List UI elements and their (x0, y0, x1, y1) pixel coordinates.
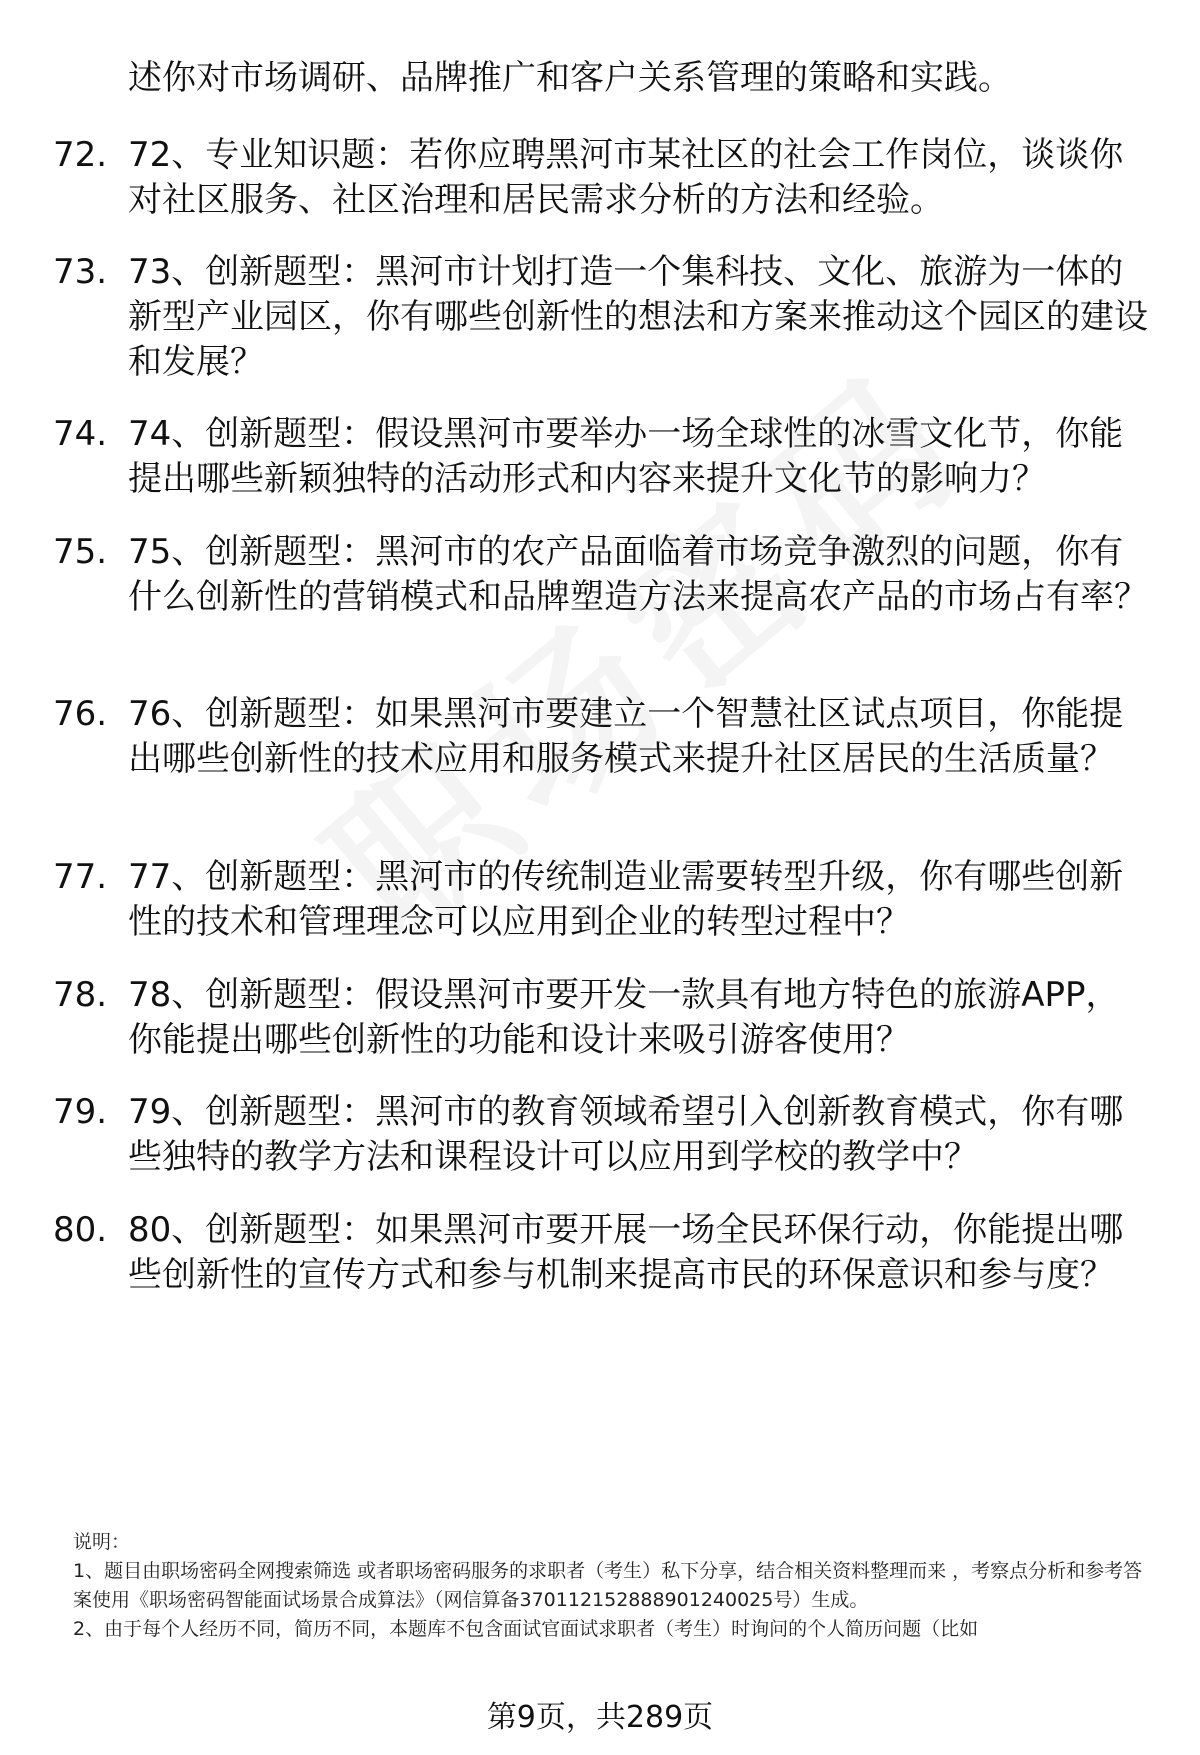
question-number: 76. (53, 694, 108, 734)
question-number: 75. (53, 532, 108, 572)
question-number: 74. (53, 414, 108, 454)
question-text: 80、创新题型：如果黑河市要开展一场全民环保行动，你能提出哪些创新性的宣传方式和参与机制来提高市民的环保意识和参与度？ (128, 1210, 1124, 1295)
question-text: 75、创新题型：黑河市的农产品面临着市场竞争激烈的问题，你有什么创新性的营销模式和品牌塑造方法来提高农产品的市场占有率？ (128, 532, 1148, 617)
notes-item: 2、由于每个人经历不同，简历不同，本题库不包含面试官面试求职者（考生）时询问的个人简历问题（比如 (73, 1618, 979, 1640)
question-text: 77、创新题型：黑河市的传统制造业需要转型升级，你有哪些创新性的技术和管理理念可以应用到企业的转型过程中？ (128, 857, 1124, 942)
notes-item: 1、题目由职场密码全网搜索筛选 或者职场密码服务的求职者（考生）私下分享，结合相关资料整理而来 ，考察点分析和参考答案使用《职场密码智能面试场景合成算法》（网信算备370112152888901240025号）生成。 (73, 1560, 1143, 1611)
question-number: 79. (53, 1092, 108, 1132)
question-text: 72、专业知识题：若你应聘黑河市某社区的社会工作岗位，谈谈你对社区服务、社区治理和居民需求分析的方法和经验。 (128, 135, 1124, 220)
question-text: 76、创新题型：如果黑河市要建立一个智慧社区试点项目，你能提出哪些创新性的技术应用和服务模式来提升社区居民的生活质量？ (128, 694, 1124, 779)
question-number: 73. (53, 252, 108, 292)
notes-section (73, 1528, 1153, 1644)
question-number: 78. (53, 975, 108, 1015)
question-text: 73、创新题型：黑河市计划打造一个集科技、文化、旅游为一体的新型产业园区，你有哪些创新性的想法和方案来推动这个园区的建设和发展？ (128, 252, 1148, 382)
question-text: 78、创新题型：假设黑河市要开发一款具有地方特色的旅游APP，你能提出哪些创新性的功能和设计来吸引游客使用？ (128, 975, 1120, 1060)
question-number: 77. (53, 857, 108, 897)
question-text: 74、创新题型：假设黑河市要举办一场全球性的冰雪文化节，你能提出哪些新颖独特的活动形式和内容来提升文化节的影响力？ (128, 414, 1124, 499)
question-number: 72. (53, 135, 108, 175)
question-text: 79、创新题型：黑河市的教育领域希望引入创新教育模式，你有哪些独特的教学方法和课程设计可以应用到学校的教学中？ (128, 1092, 1124, 1177)
page-number: 第9页，共289页 (486, 1700, 714, 1735)
continued-question-text: 述你对市场调研、品牌推广和客户关系管理的策略和实践。 (128, 58, 1012, 98)
question-number: 80. (53, 1210, 108, 1250)
notes-title: 说明： (73, 1531, 131, 1553)
